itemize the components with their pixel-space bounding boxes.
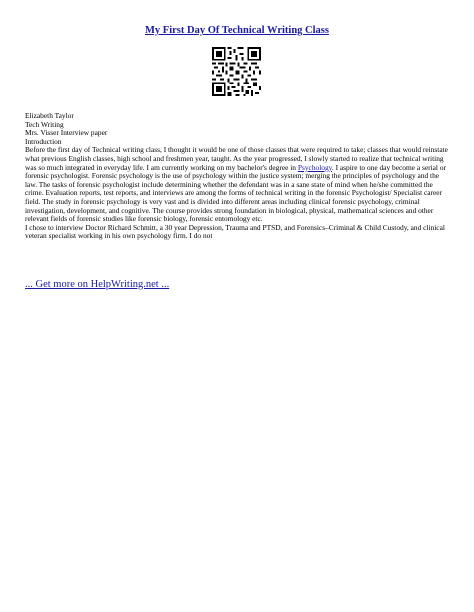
psychology-link[interactable]: Psychology [297,162,332,172]
get-more-link[interactable]: ... Get more on HelpWriting.net ... [25,279,170,290]
body-line: I chose to interview Doctor Richard Schmitt, a 30 year Depression, Trauma and PTSD, and Forensics–Criminal & Child Custody, and clinical [25,222,445,232]
section-heading: Introduction [25,136,62,146]
document-body [25,112,453,241]
body-line: relevant fields of forensic studies like forensic biology, forensic entomology etc. [25,214,263,224]
body-line: crime. Evaluation reports, test reports, and interviews are among the forms of technical writing in the forensic Psychologist/ Specialist career [25,188,443,198]
body-text: was so much integrated in everyday life. I am currently working on my bachelor's degree in [25,162,298,172]
body-line: what previous English classes, high school and freshmen year, taught. As the year progressed, I slowly started to realize that technical writing [25,153,444,163]
body-line: forensic psychologist. Forensic psychology is the use of psychology within the justice system; merging the principles of psychology and the [25,171,440,181]
qr-code-icon [212,47,261,96]
body-line: veteran specialist working in his own psychology firm. I do not [25,231,213,241]
body-line: law. The tasks of forensic psychologist include determining whether the defendant was in a sane state of mind when he/she committed the [25,179,433,189]
body-line: investigation, development, and cognitive. The course provides strong foundation in biological, physical, mathematical sciences and other [25,205,434,215]
author-name: Elizabeth Taylor [25,111,74,120]
body-line: Before the first day of Technical writing class, I thought it would be one of those classes that were required to take; classes that would reinstate [25,145,448,155]
body-line: field. The study in forensic psychology is very vast and is divided into different areas including clinical forensic psychology, criminal [25,196,420,206]
instructor-line: Mrs. Visser Interview paper [25,128,108,138]
course-name: Tech Writing [25,119,64,129]
document-title-link[interactable]: My First Day Of Technical Writing Class [145,25,329,36]
body-text: . I aspire to one day become a serial or [331,162,446,172]
